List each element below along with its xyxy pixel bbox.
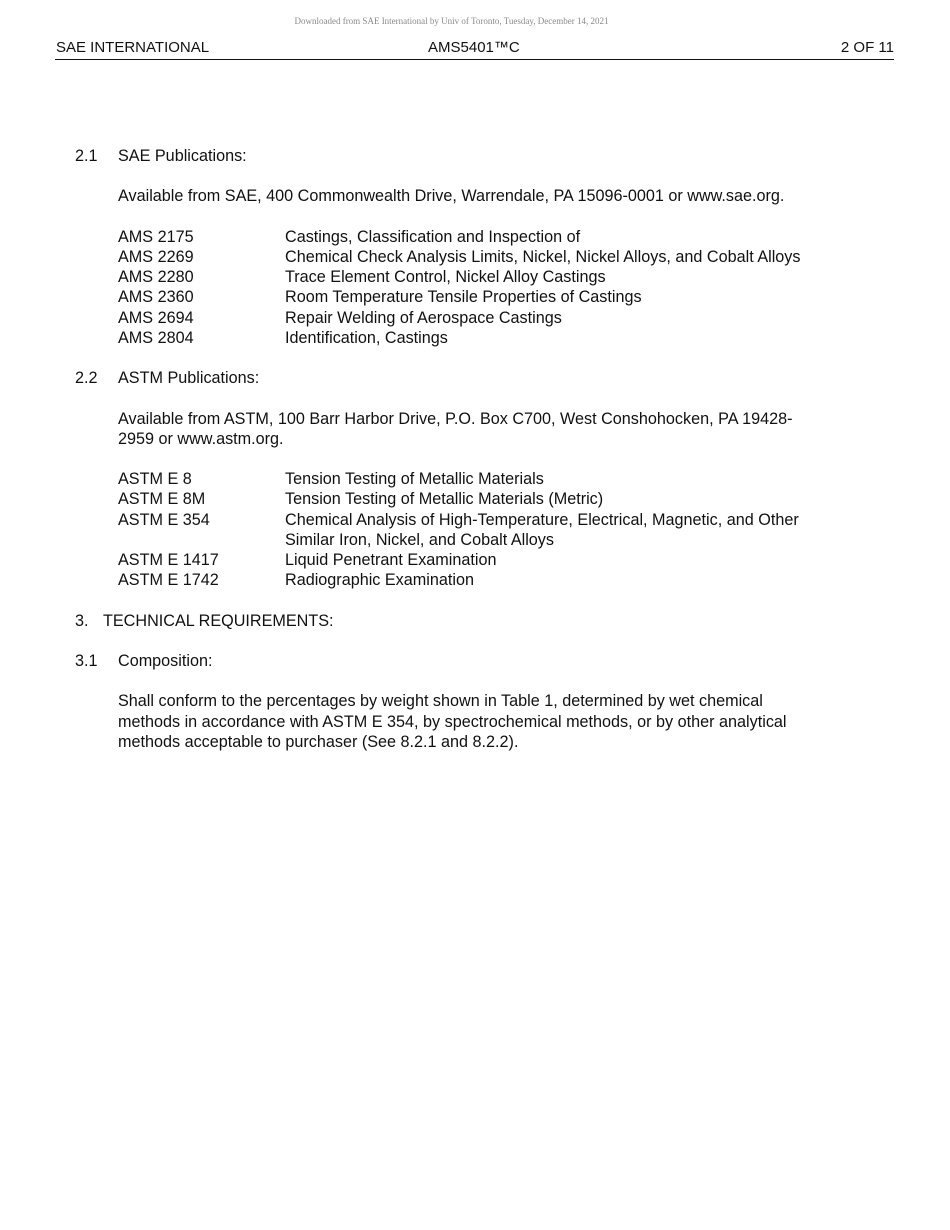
reference-row [118, 308, 845, 328]
composition-paragraph [118, 691, 845, 752]
section-3-heading [75, 611, 845, 631]
reference-row [118, 510, 845, 550]
astm-reference-list [75, 469, 845, 590]
reference-title: Room Temperature Tensile Properties of Castings [285, 288, 642, 307]
astm-availability-line-1: Available from ASTM, 100 Barr Harbor Drive, P.O. Box C700, West Conshohocken, PA 19428- [118, 409, 793, 428]
sae-availability: Available from SAE, 400 Commonwealth Drive, Warrendale, PA 15096-0001 or www.sae.org. [118, 187, 785, 206]
reference-title: Identification, Castings [285, 328, 448, 347]
reference-code: AMS 2269 [118, 247, 194, 266]
header-page-number: 2 OF 11 [840, 39, 894, 56]
download-watermark: Downloaded from SAE International by Univ of Toronto, Tuesday, December 14, 2021 [294, 16, 609, 26]
section-2-2-heading [75, 368, 845, 388]
reference-title-line-2: Similar Iron, Nickel, and Cobalt Alloys [285, 530, 554, 549]
composition-line-3: methods acceptable to purchaser (See 8.2.1 and 8.2.2). [118, 732, 519, 751]
section-3-1-heading [75, 651, 845, 671]
section-2-1-heading [75, 146, 845, 166]
section-number: 3.1 [75, 651, 98, 670]
section-number: 2.2 [75, 369, 98, 388]
section-title: SAE Publications: [118, 147, 247, 165]
sae-reference-list [75, 227, 845, 348]
reference-row [118, 570, 845, 590]
reference-code: AMS 2804 [118, 328, 194, 347]
reference-title: Castings, Classification and Inspection of [285, 227, 581, 246]
composition-line-1: Shall conform to the percentages by weight shown in Table 1, determined by wet chemical [118, 692, 763, 711]
reference-row [118, 550, 845, 570]
section-title: Composition: [118, 651, 213, 670]
reference-code: AMS 2280 [118, 268, 194, 287]
reference-row [118, 328, 845, 348]
reference-code: ASTM E 8M [118, 490, 206, 509]
reference-title [285, 510, 845, 550]
reference-code: ASTM E 1417 [118, 550, 219, 569]
reference-code: ASTM E 354 [118, 510, 210, 529]
reference-title: Trace Element Control, Nickel Alloy Castings [285, 268, 606, 287]
document-body [75, 146, 845, 752]
reference-title: Tension Testing of Metallic Materials (Metric) [285, 490, 604, 509]
section-title: ASTM Publications: [118, 369, 260, 388]
reference-code: ASTM E 8 [118, 470, 192, 489]
reference-row [118, 287, 845, 307]
section-number: 2.1 [75, 147, 98, 165]
section-number: 3. [75, 611, 89, 630]
reference-code: ASTM E 1742 [118, 571, 219, 590]
section-title: TECHNICAL REQUIREMENTS: [103, 611, 334, 630]
astm-availability-line-2: 2959 or www.astm.org. [118, 429, 284, 448]
reference-title-line-1: Chemical Analysis of High-Temperature, Electrical, Magnetic, and Other [285, 510, 799, 529]
reference-title: Liquid Penetrant Examination [285, 550, 497, 569]
reference-row [118, 247, 845, 267]
reference-code: AMS 2694 [118, 308, 194, 327]
reference-code: AMS 2175 [118, 227, 194, 246]
header-document-id: AMS5401™C [428, 39, 520, 56]
reference-row [118, 227, 845, 247]
header-organization: SAE INTERNATIONAL [56, 39, 210, 56]
page-header [55, 39, 894, 60]
reference-title: Tension Testing of Metallic Materials [285, 470, 544, 489]
reference-title: Repair Welding of Aerospace Castings [285, 308, 562, 327]
reference-title: Chemical Check Analysis Limits, Nickel, Nickel Alloys, and Cobalt Alloys [285, 247, 801, 266]
composition-line-2: methods in accordance with ASTM E 354, by spectrochemical methods, or by other analytical [118, 712, 787, 731]
reference-title: Radiographic Examination [285, 571, 474, 590]
reference-code: AMS 2360 [118, 288, 194, 307]
reference-row [118, 489, 845, 509]
reference-row [118, 469, 845, 489]
reference-row [118, 267, 845, 287]
astm-availability [118, 409, 845, 449]
